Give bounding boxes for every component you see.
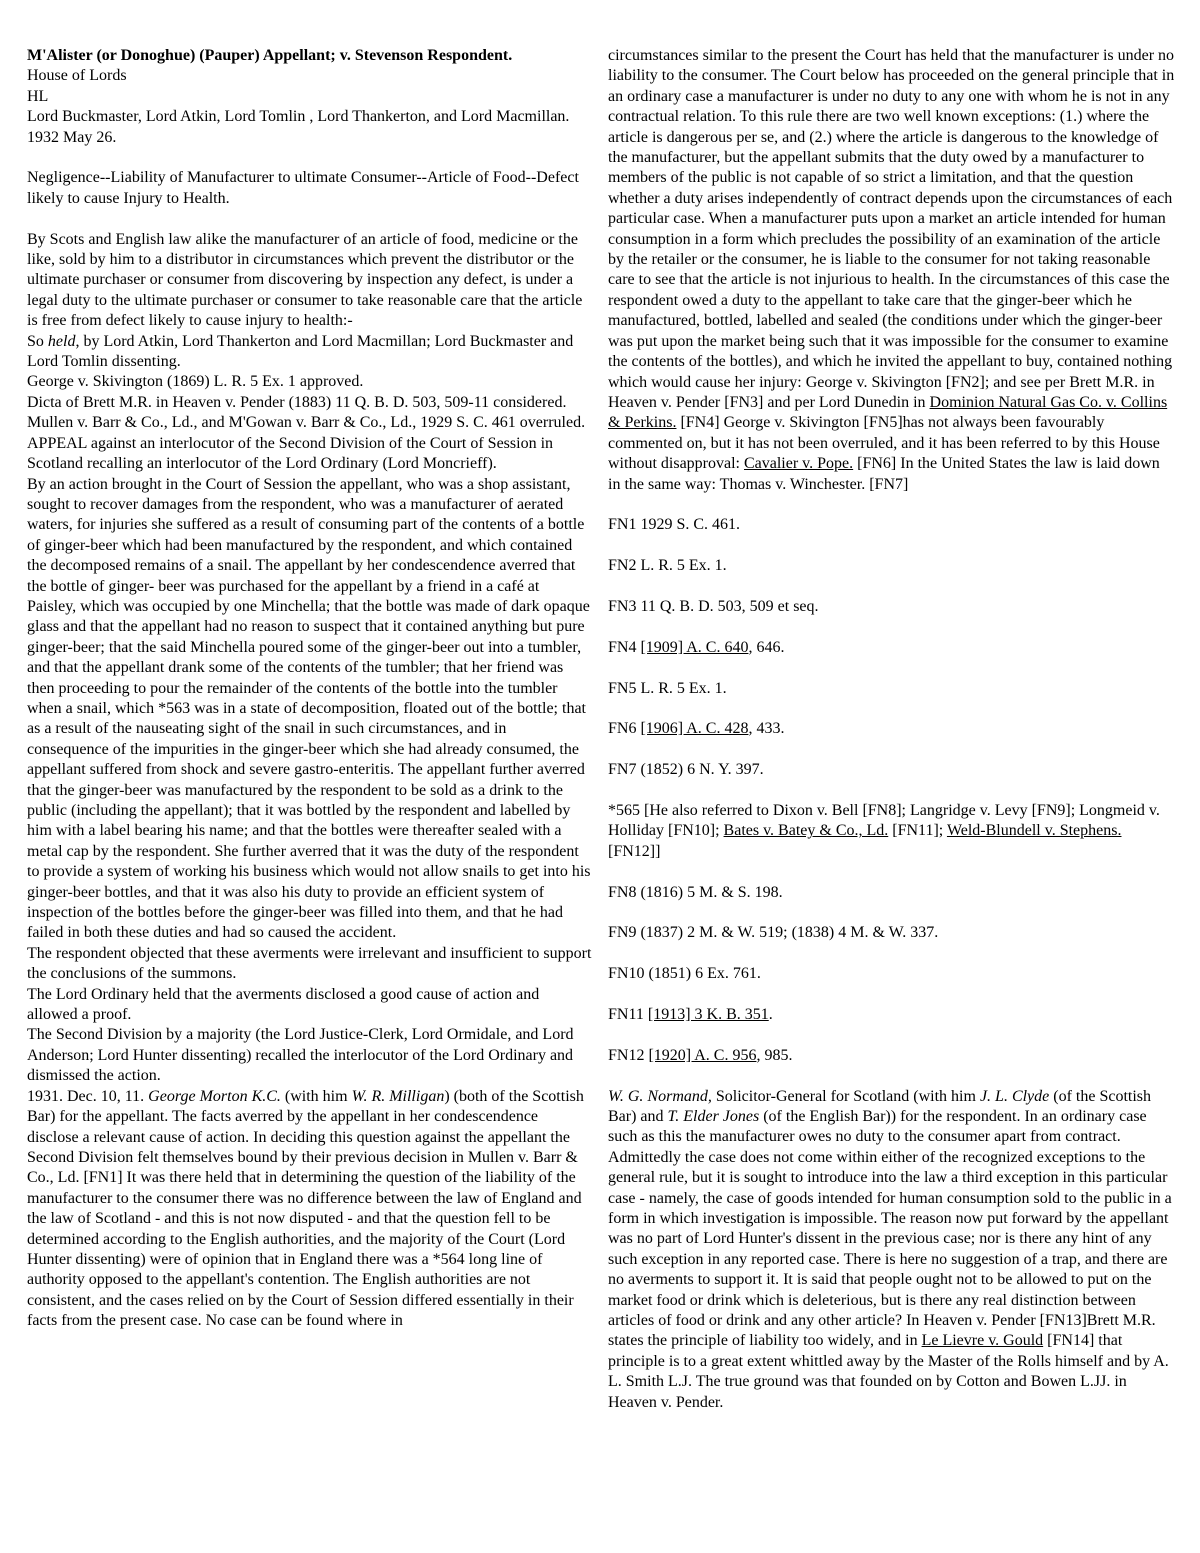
headnote-approved: George v. Skivington (1869) L. R. 5 Ex. 1 approved.	[27, 373, 364, 391]
footnote-11: FN11 [1913] 3 K. B. 351.	[608, 1005, 773, 1023]
footnote-10: FN10 (1851) 6 Ex. 761.	[608, 965, 761, 983]
respondent-argument: W. G. Normand, Solicitor-General for Scotland (with him J. L. Clyde (of the Scottish Bar) and T. Elder Jones (of the English Bar)) for the respondent. In an ordinary case such as this the manufacturer owes no duty to the consumer apart from contract. Admittedly the case does not come within either of the recognized exceptions to the general rule, but it is sought to introduce into the law a third exception in this particular case - namely, the case of goods intended for human consumption sold to the public in a form in which investigation is impossible. The reason now put forward by the appellant was no part of Lord Hunter's dissent in the previous case; nor is there any hint of any such exception in any reported case. There is here no suggestion of a trap, and there are no averments to support it. It is said that people ought not to be allowed to put on the market food or drink which is deleterious, but is there any real distinction between articles of food or drink and any other article? In Heaven v. Pender [FN13]Brett M.R. states the principle of liability too widely, and in Le Lievre v. Gould [FN14] that principle is to a great extent whittled away by the Master of the Rolls himself and by A. L. Smith L.J. The true ground was that founded on by Cotton and Bowen L.JJ. in Heaven v. Pender.	[608, 1087, 1172, 1411]
lord-ordinary-paragraph: The Lord Ordinary held that the averments disclosed a good cause of action and allowed a proof.	[27, 985, 540, 1024]
second-division-paragraph: The Second Division by a majority (the Lord Justice-Clerk, Lord Ormidale, and Lord Anderson; Lord Hunter dissenting) recalled the interlocutor of the Lord Ordinary and dismissed the action.	[27, 1026, 574, 1085]
link-bates-v-batey[interactable]: Bates v. Batey & Co., Ld.	[723, 822, 889, 840]
appellant-argument: 1931. Dec. 10, 11. George Morton K.C. (with him W. R. Milligan) (both of the Scottish Bar) for the appellant. The facts averred by the appellant in her condescendence disclose a relevant cause of action. In deciding this question against the appellant the Second Division felt themselves bound by their previous decision in Mullen v. Barr & Co., Ld. [FN1] It was there held that in determining the question of the liability of the manufacturer to the consumer there was no difference between the law of England and the law of Scotland - and this is not now disputed - and that the question fell to be determined according to the English authorities, and the majority of the Court (Lord Hunter dissenting) were of opinion that in England there was a *564 long line of authority opposed to the appellant's contention. The English authorities are not consistent, and the cases relied on by the Court of Session differed essentially in their facts from the present case. No case can be found where in	[27, 1087, 584, 1330]
facts-paragraph: By an action brought in the Court of Session the appellant, who was a shop assistant, sought to recover damages from the respondent, who was a manufacturer of aerated waters, for injuries she suffered as a result of consuming part of the contents of a bottle of ginger-beer which had been manufactured by the respondent, and which contained the decomposed remains of a snail. The appellant by her condescendence averred that the bottle of ginger- beer was purchased for the appellant by a friend in a café at Paisley, which was occupied by one Minchella; that the bottle was made of dark opaque glass and that the appellant had no reason to suspect that it contained anything but pure ginger-beer; that the said Minchella poured some of the ginger-beer out into a tumbler, and that the appellant drank some of the contents of the tumbler; that her friend was then proceeding to pour the remainder of the contents of the bottle into the tumbler when a snail, which *563 was in a state of decomposition, floated out of the bottle; that as a result of the nauseating sight of the snail in such circumstances, and in consequence of the impurities in the ginger-beer which she had already consumed, the appellant suffered from shock and severe gastro-enteritis. The appellant further averred that the ginger-beer was manufactured by the respondent to be sold as a drink to the public (including the appellant); that it was bottled by the respondent and labelled by him with a label bearing his name; and that the bottles were thereafter sealed with a metal cap by the respondent. She further averred that it was the duty of the respondent to provide a system of working his business which would not allow snails to get into his ginger-beer bottles, and that it was also his duty to provide an efficient system of inspection of the bottles before the ginger-beer was filled into them, and that he had failed in both these duties and had so caused the accident.	[27, 475, 591, 942]
link-fn6-citation[interactable]: [1906] A. C. 428	[640, 720, 749, 738]
page-565-references: *565 [He also referred to Dixon v. Bell [FN8]; Langridge v. Levy [FN9]; Longmeid v. Holliday [FN10]; Bates v. Batey & Co., Ld. [FN11]; Weld-Blundell v. Stephens. [FN12]]	[608, 801, 1160, 860]
headnote-so-held: So held, by Lord Atkin, Lord Thankerton and Lord Macmillan; Lord Buckmaster and Lord Tomlin dissenting.	[27, 332, 574, 371]
court-name: House of Lords	[27, 67, 127, 85]
appeal-paragraph: APPEAL against an interlocutor of the Second Division of the Court of Session in Scotland recalling an interlocutor of the Lord Ordinary (Lord Moncrieff).	[27, 434, 554, 473]
footnote-6: FN6 [1906] A. C. 428, 433.	[608, 720, 785, 738]
footnote-2: FN2 L. R. 5 Ex. 1.	[608, 557, 727, 575]
footnote-4: FN4 [1909] A. C. 640, 646.	[608, 638, 785, 656]
headnote-considered: Dicta of Brett M.R. in Heaven v. Pender (1883) 11 Q. B. D. 503, 509-11 considered.	[27, 393, 567, 411]
footnote-3: FN3 11 Q. B. D. 503, 509 et seq.	[608, 597, 819, 615]
footnote-1: FN1 1929 S. C. 461.	[608, 516, 741, 534]
footnotes	[608, 515, 1176, 1066]
link-fn12-citation[interactable]: [1920] A. C. 956	[648, 1046, 757, 1064]
footnote-9: FN9 (1837) 2 M. & W. 519; (1838) 4 M. & W. 337.	[608, 924, 939, 942]
link-dominion-natural-gas[interactable]: Dominion Natural Gas Co. v. Collins & Perkins.	[608, 393, 1168, 432]
link-fn11-citation[interactable]: [1913] 3 K. B. 351	[647, 1005, 769, 1023]
link-le-lievre-v-gould[interactable]: Le Lievre v. Gould	[921, 1332, 1044, 1350]
catchwords: Negligence--Liability of Manufacturer to ultimate Consumer--Article of Food--Defect likely to cause Injury to Health.	[27, 169, 579, 207]
footnote-7: FN7 (1852) 6 N. Y. 397.	[608, 761, 764, 779]
judges: Lord Buckmaster, Lord Atkin, Lord Tomlin , Lord Thankerton, and Lord Macmillan.	[27, 108, 570, 126]
headnote-holding: By Scots and English law alike the manufacturer of an article of food, medicine or the like, sold by him to a distributor in circumstances which prevent the distributor or the ultimate purchaser or consumer from discovering by inspection any defect, is under a legal duty to the ultimate purchaser or consumer to take reasonable care that the article is free from defect likely to cause injury to health:-	[27, 230, 583, 330]
footnote-12: FN12 [1920] A. C. 956, 985.	[608, 1046, 793, 1064]
link-cavalier-v-pope[interactable]: Cavalier v. Pope.	[743, 455, 854, 473]
left-column	[27, 46, 592, 1332]
link-fn4-citation[interactable]: [1909] A. C. 640	[640, 638, 749, 656]
link-weld-blundell-v-stephens[interactable]: Weld-Blundell v. Stephens.	[946, 822, 1122, 840]
appellant-argument-continued: circumstances similar to the present the Court has held that the manufacturer is under no liability to the consumer. The Court below has proceeded on the general principle that in an ordinary case a manufacturer is under no duty to any one with whom he is not in any contractual relation. To this rule there are two well known exceptions: (1.) where the article is dangerous per se, and (2.) where the article is dangerous to the knowledge of the manufacturer, but the appellant submits that the duty owed by a manufacturer to members of the public is not capable of so strict a limitation, and that the question whether a duty arises independently of contract depends upon the circumstances of each particular case. When a manufacturer puts upon a market an article intended for human consumption in a form which precludes the possibility of an examination of the article by the retailer or the consumer, he is liable to the consumer for not taking reasonable care to see that the article is not injurious to health. In the circumstances of this case the respondent owed a duty to the appellant to take care that the ginger-beer which he manufactured, bottled, labelled and sealed (the conditions under which the ginger-beer was put upon the market being such that it was impossible for the consumer to examine the contents of the bottles), and which he invited the appellant to buy, contained nothing which would cause her injury: George v. Skivington [FN2]; and see per Brett M.R. in Heaven v. Pender [FN3] and per Lord Dunedin in Dominion Natural Gas Co. v. Collins & Perkins. [FN4] George v. Skivington [FN5]has not always been favourably commented on, but it has not been overruled, and it has been referred to by this House without disapproval: Cavalier v. Pope. [FN6] In the United States the law is laid down in the same way: Thomas v. Winchester. [FN7]	[608, 47, 1175, 493]
objection-paragraph: The respondent objected that these averments were irrelevant and insufficient to support the conclusions of the summons.	[27, 944, 592, 983]
court-abbreviation: HL	[27, 87, 49, 105]
case-title: M'Alister (or Donoghue) (Pauper) Appellant; v. Stevenson Respondent.	[27, 47, 513, 64]
footnote-8: FN8 (1816) 5 M. & S. 198.	[608, 883, 783, 901]
right-column	[608, 46, 1176, 1413]
decision-date: 1932 May 26.	[27, 128, 117, 146]
footnote-5: FN5 L. R. 5 Ex. 1.	[608, 679, 727, 697]
headnote-overruled: Mullen v. Barr & Co., Ld., and M'Gowan v. Barr & Co., Ld., 1929 S. C. 461 overruled.	[27, 414, 586, 432]
